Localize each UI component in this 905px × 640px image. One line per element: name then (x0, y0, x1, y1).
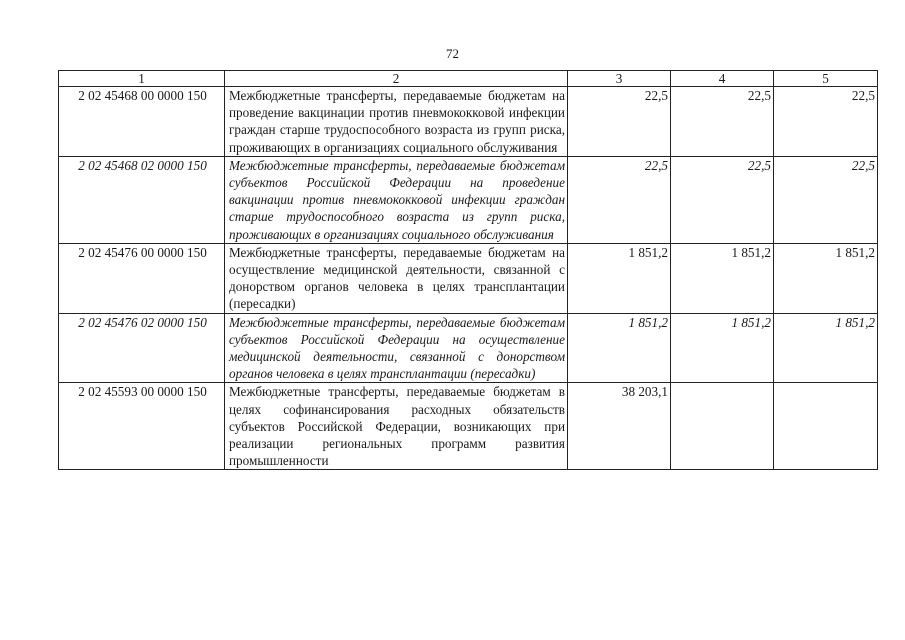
value-col-5 (774, 383, 878, 470)
budget-code: 2 02 45476 00 0000 150 (59, 243, 225, 313)
value-col-4 (671, 383, 774, 470)
table-row (59, 383, 878, 470)
table-row (59, 156, 878, 243)
header-row (59, 71, 878, 87)
table-row (59, 313, 878, 383)
budget-code: 2 02 45468 02 0000 150 (59, 156, 225, 243)
description: Межбюджетные трансферты, передаваемые бюджетам субъектов Российской Федерации на осуществление медицинской деятельности, связанной с донорством органов человека в целях трансплантации (пересадки) (225, 313, 568, 383)
description: Межбюджетные трансферты, передаваемые бюджетам на проведение вакцинации против пневмококковой инфекции граждан старше трудоспособного возраста из групп риска, проживающих в организациях социального обслуживания (225, 87, 568, 157)
value-col-4: 1 851,2 (671, 313, 774, 383)
budget-code: 2 02 45593 00 0000 150 (59, 383, 225, 470)
value-col-5: 1 851,2 (774, 313, 878, 383)
header-col-3: 3 (568, 71, 671, 87)
header-col-2: 2 (225, 71, 568, 87)
description: Межбюджетные трансферты, передаваемые бюджетам субъектов Российской Федерации на проведение вакцинации против пневмококковой инфекции граждан старше трудоспособного возраста из групп риска, проживающих в организациях социального обслуживания (225, 156, 568, 243)
value-col-4: 1 851,2 (671, 243, 774, 313)
description: Межбюджетные трансферты, передаваемые бюджетам в целях софинансирования расходных обязательств субъектов Российской Федерации, возникающих при реализации региональных программ развития промышленности (225, 383, 568, 470)
value-col-3: 1 851,2 (568, 313, 671, 383)
header-col-4: 4 (671, 71, 774, 87)
budget-table (58, 70, 878, 470)
value-col-4: 22,5 (671, 87, 774, 157)
value-col-5: 22,5 (774, 87, 878, 157)
value-col-3: 22,5 (568, 87, 671, 157)
table-body (59, 87, 878, 470)
value-col-5: 1 851,2 (774, 243, 878, 313)
value-col-3: 1 851,2 (568, 243, 671, 313)
table-row (59, 243, 878, 313)
table-header (59, 71, 878, 87)
description: Межбюджетные трансферты, передаваемые бюджетам на осуществление медицинской деятельности, связанной с донорством органов человека в целях трансплантации (пересадки) (225, 243, 568, 313)
page-number: 72 (446, 46, 459, 61)
value-col-4: 22,5 (671, 156, 774, 243)
header-col-1: 1 (59, 71, 225, 87)
value-col-3: 38 203,1 (568, 383, 671, 470)
budget-code: 2 02 45468 00 0000 150 (59, 87, 225, 157)
table-row (59, 87, 878, 157)
value-col-5: 22,5 (774, 156, 878, 243)
header-col-5: 5 (774, 71, 878, 87)
budget-code: 2 02 45476 02 0000 150 (59, 313, 225, 383)
value-col-3: 22,5 (568, 156, 671, 243)
